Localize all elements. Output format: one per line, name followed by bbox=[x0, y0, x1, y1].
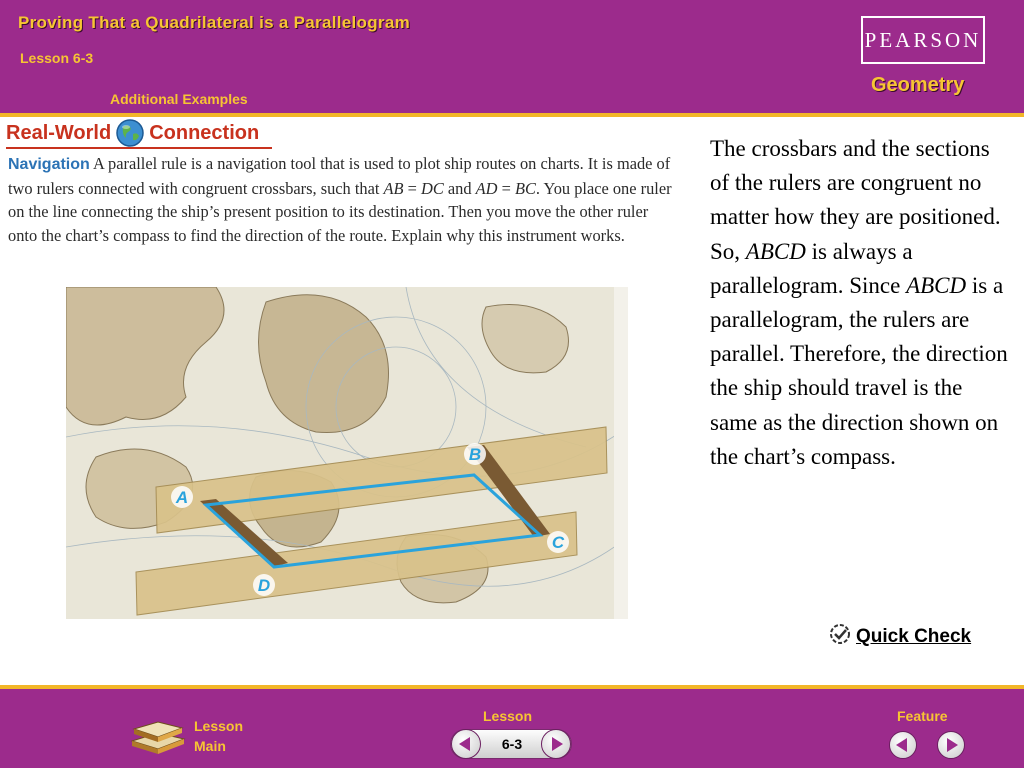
segment-ad: AD bbox=[475, 178, 498, 198]
segment-ab: AB bbox=[383, 178, 404, 198]
answer-text bbox=[710, 132, 1010, 474]
parallel-rule-illustration bbox=[66, 287, 628, 619]
lesson-main-line1[interactable]: Lesson bbox=[194, 718, 244, 734]
lesson-main-line2[interactable]: Main bbox=[194, 738, 226, 754]
feature-nav-label: Feature bbox=[897, 708, 948, 724]
vertex-c-label: C bbox=[551, 533, 565, 552]
header-stripe bbox=[0, 113, 1024, 117]
nautical-chart-svg bbox=[66, 287, 628, 619]
feature-prev-button[interactable] bbox=[889, 731, 917, 759]
quick-check-label[interactable]: Quick Check bbox=[856, 625, 972, 647]
slide-title: Proving That a Quadrilateral is a Parallelogram bbox=[18, 13, 411, 32]
books-icon[interactable] bbox=[128, 713, 188, 760]
answer-text-end: is a parallelogram, the rulers are parallel. Therefore, the direction the ship should travel is the same as the direction shown on the chart’s compass. bbox=[710, 272, 1008, 469]
globe-icon bbox=[115, 118, 145, 148]
check-cycle-icon bbox=[828, 622, 852, 651]
segment-bc: BC bbox=[514, 178, 536, 198]
lesson-number: 6-3 bbox=[501, 736, 523, 752]
real-world-connection-banner bbox=[6, 118, 259, 148]
vertex-d-label: D bbox=[257, 576, 271, 595]
arrow-left-icon bbox=[896, 738, 907, 752]
pearson-logo: PEARSON bbox=[861, 16, 985, 64]
section-label: Additional Examples bbox=[110, 91, 248, 107]
lesson-label: Lesson 6-3 bbox=[20, 50, 94, 66]
lesson-prev-button[interactable] bbox=[451, 729, 481, 759]
lesson-nav-label: Lesson bbox=[483, 708, 533, 724]
and-word: and bbox=[443, 178, 476, 198]
banner-underline bbox=[6, 147, 272, 149]
problem-text-2: . You place one ruler on the line connecting the ship’s present position to its destination. Then you move the other ruler onto the chart’s compass to find the direction of the route. Explain why this instrument works. bbox=[8, 178, 672, 245]
problem-lead: Navigation bbox=[8, 156, 90, 173]
answer-text-mid: is always a parallelogram. Since bbox=[710, 238, 913, 298]
arrow-left-icon bbox=[459, 737, 470, 751]
problem-text-1: A parallel rule is a navigation tool that is used to plot ship routes on charts. It is made of two rulers connected with congruent crossbars, such that bbox=[8, 154, 671, 198]
abcd-term: ABCD bbox=[745, 238, 806, 264]
page-edge bbox=[614, 287, 628, 619]
header-bar bbox=[0, 0, 1024, 113]
answer-paragraph-2 bbox=[710, 235, 1010, 474]
equals-sign: = bbox=[403, 178, 421, 198]
problem-text bbox=[8, 152, 672, 247]
lesson-next-button[interactable] bbox=[541, 729, 571, 759]
feature-next-button[interactable] bbox=[937, 731, 965, 759]
banner-left-text: Real-World bbox=[6, 121, 112, 144]
banner-right-text: Connection bbox=[149, 121, 260, 144]
answer-text-so: So, bbox=[710, 238, 746, 264]
abcd-term: ABCD bbox=[906, 272, 967, 298]
arrow-right-icon bbox=[947, 738, 958, 752]
vertex-a-label: A bbox=[175, 488, 189, 507]
footer-bar bbox=[0, 689, 1024, 768]
equals-sign: = bbox=[497, 178, 515, 198]
lesson-main-link[interactable] bbox=[194, 716, 243, 756]
footer-stripe bbox=[0, 685, 1024, 689]
vertex-b-label: B bbox=[468, 445, 482, 464]
arrow-right-icon bbox=[552, 737, 563, 751]
subject-label: Geometry bbox=[871, 74, 965, 96]
answer-paragraph-1: The crossbars and the sections of the rulers are congruent no matter how they are positioned. bbox=[710, 136, 1001, 230]
segment-dc: DC bbox=[421, 178, 444, 198]
quick-check-link[interactable] bbox=[828, 622, 971, 651]
